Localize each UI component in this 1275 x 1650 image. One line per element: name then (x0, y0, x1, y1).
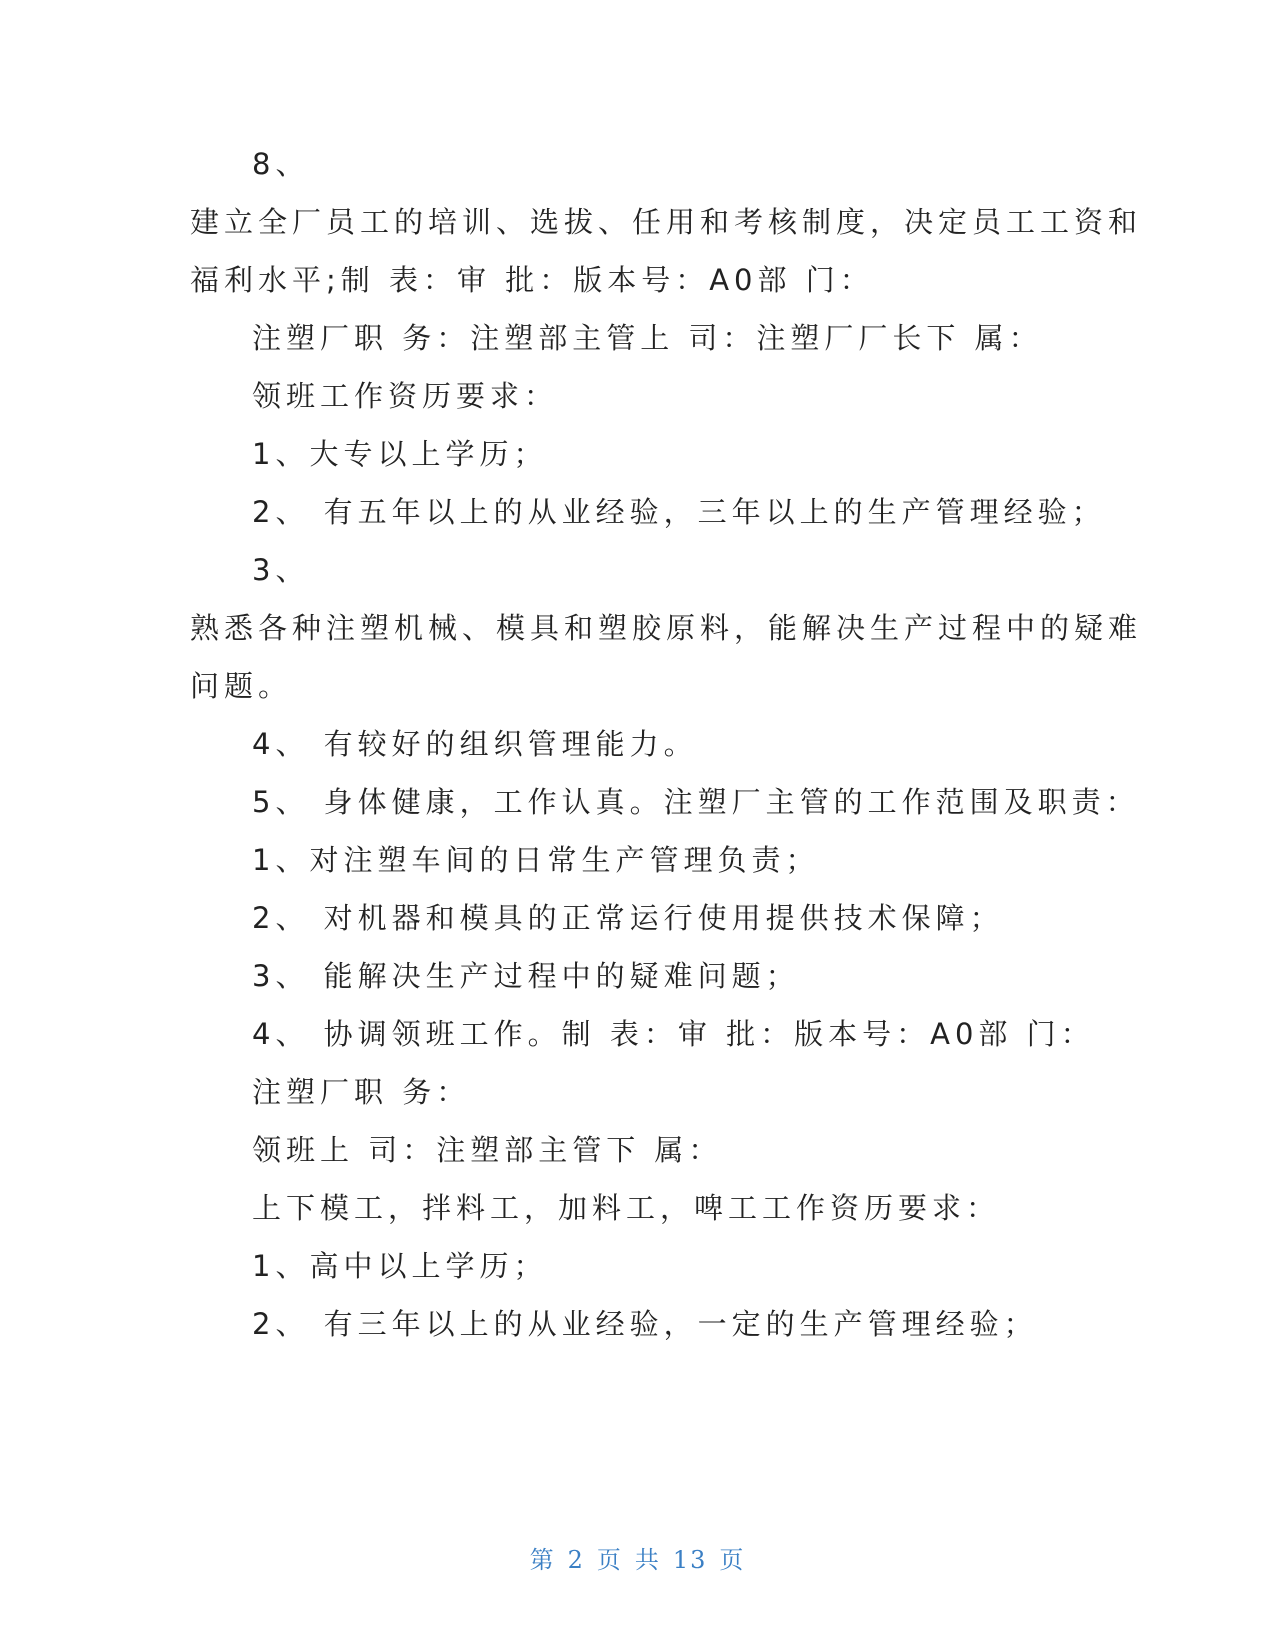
text-line: 5、 身体健康，工作认真。注塑厂主管的工作范围及职责： (252, 785, 1140, 819)
footer-label-total: 共 (634, 1546, 661, 1574)
footer-label-ye: 页 (596, 1546, 623, 1574)
text-line: 1、对注塑车间的日常生产管理负责； (252, 843, 820, 877)
text-line: 4、 有较好的组织管理能力。 (252, 727, 698, 761)
text-line: 2、 有五年以上的从业经验，三年以上的生产管理经验； (252, 495, 1106, 529)
footer-label-page: 第 (529, 1546, 556, 1574)
text-line: 3、 能解决生产过程中的疑难问题； (252, 959, 800, 993)
text-line: 领班上 司：注塑部主管下 属： (252, 1133, 723, 1167)
current-page-number: 2 (567, 1546, 585, 1574)
text-line: 上下模工，拌料工，加料工，啤工工作资历要求： (252, 1191, 1001, 1225)
footer-label-ye2: 页 (719, 1546, 746, 1574)
total-pages-number: 13 (672, 1546, 708, 1574)
text-line: 4、 协调领班工作。制 表：审 批：版本号：A0部 门： (252, 1017, 1095, 1051)
text-line: 福利水平;制 表：审 批：版本号：A0部 门： (190, 263, 874, 297)
text-line: 注塑厂职 务： (252, 1075, 471, 1109)
text-line: 领班工作资历要求： (252, 379, 559, 413)
text-line: 2、 有三年以上的从业经验，一定的生产管理经验； (252, 1307, 1038, 1341)
text-line: 1、大专以上学历； (252, 437, 548, 471)
text-line: 熟悉各种注塑机械、模具和塑胶原料，能解决生产过程中的疑难 (190, 611, 1143, 645)
text-line: 3、 (252, 553, 310, 587)
text-line: 建立全厂员工的培训、选拔、任用和考核制度，决定员工工资和 (190, 205, 1143, 239)
text-line: 问题。 (190, 669, 293, 703)
text-line: 1、高中以上学历； (252, 1249, 548, 1283)
text-line: 2、 对机器和模具的正常运行使用提供技术保障； (252, 901, 1004, 935)
text-line: 注塑厂职 务：注塑部主管上 司：注塑厂厂长下 属： (252, 321, 1043, 355)
page-footer (0, 1540, 1275, 1575)
text-line: 8、 (252, 147, 310, 181)
